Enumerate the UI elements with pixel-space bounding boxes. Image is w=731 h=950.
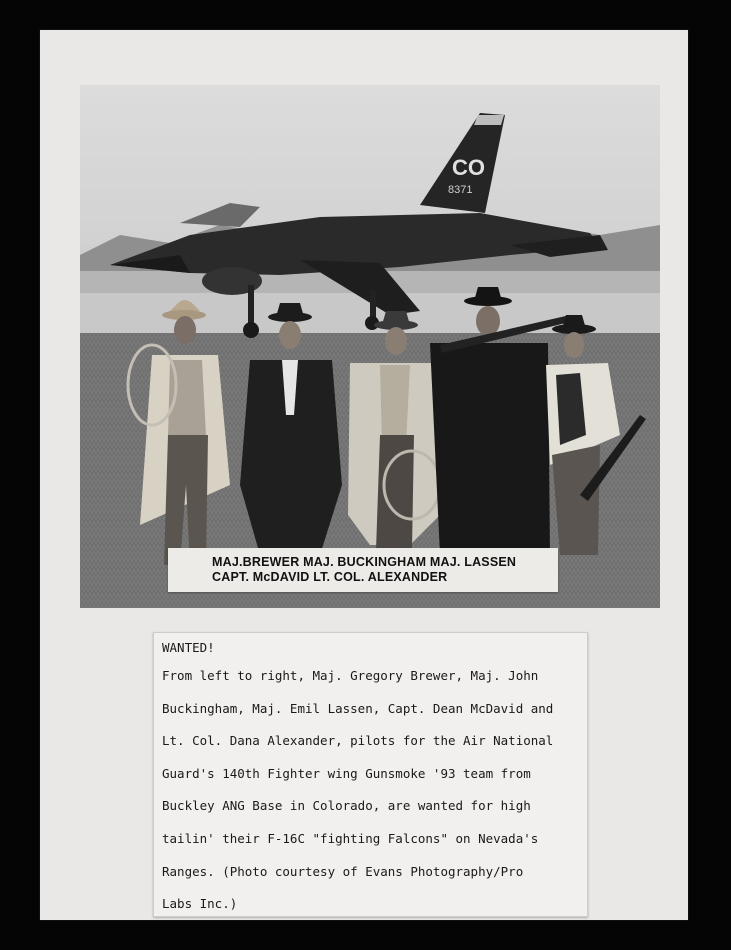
nose-wheel <box>243 322 259 338</box>
body-line: Buckingham, Maj. Emil Lassen, Capt. Dean McDavid and <box>162 700 554 716</box>
tail-code: CO <box>452 155 485 180</box>
caption-line-1: MAJ.BREWER MAJ. BUCKINGHAM MAJ. LASSEN <box>212 555 517 569</box>
body-line: Buckley ANG Base in Colorado, are wanted for high <box>162 798 531 814</box>
photo-caption-label <box>168 548 558 592</box>
headline: WANTED! <box>162 640 215 655</box>
body-line: Lt. Col. Dana Alexander, pilots for the Air National <box>162 733 554 749</box>
photo-scene <box>80 85 660 608</box>
body-line: From left to right, Maj. Gregory Brewer, Maj. John <box>162 668 539 683</box>
body-line: Ranges. (Photo courtesy of Evans Photography/Pro <box>162 863 524 879</box>
canopy <box>180 203 260 227</box>
caption-line-2: CAPT. McDAVID LT. COL. ALEXANDER <box>212 570 448 584</box>
press-release-slip <box>153 632 588 917</box>
body-line: Guard's 140th Fighter wing Gunsmoke '93 team from <box>162 765 531 781</box>
body-line: Labs Inc.) <box>162 896 238 912</box>
body-line: tailin' their F-16C "fighting Falcons" on Nevada's <box>162 830 539 846</box>
photograph <box>80 85 660 608</box>
tail-number: 8371 <box>448 184 473 196</box>
